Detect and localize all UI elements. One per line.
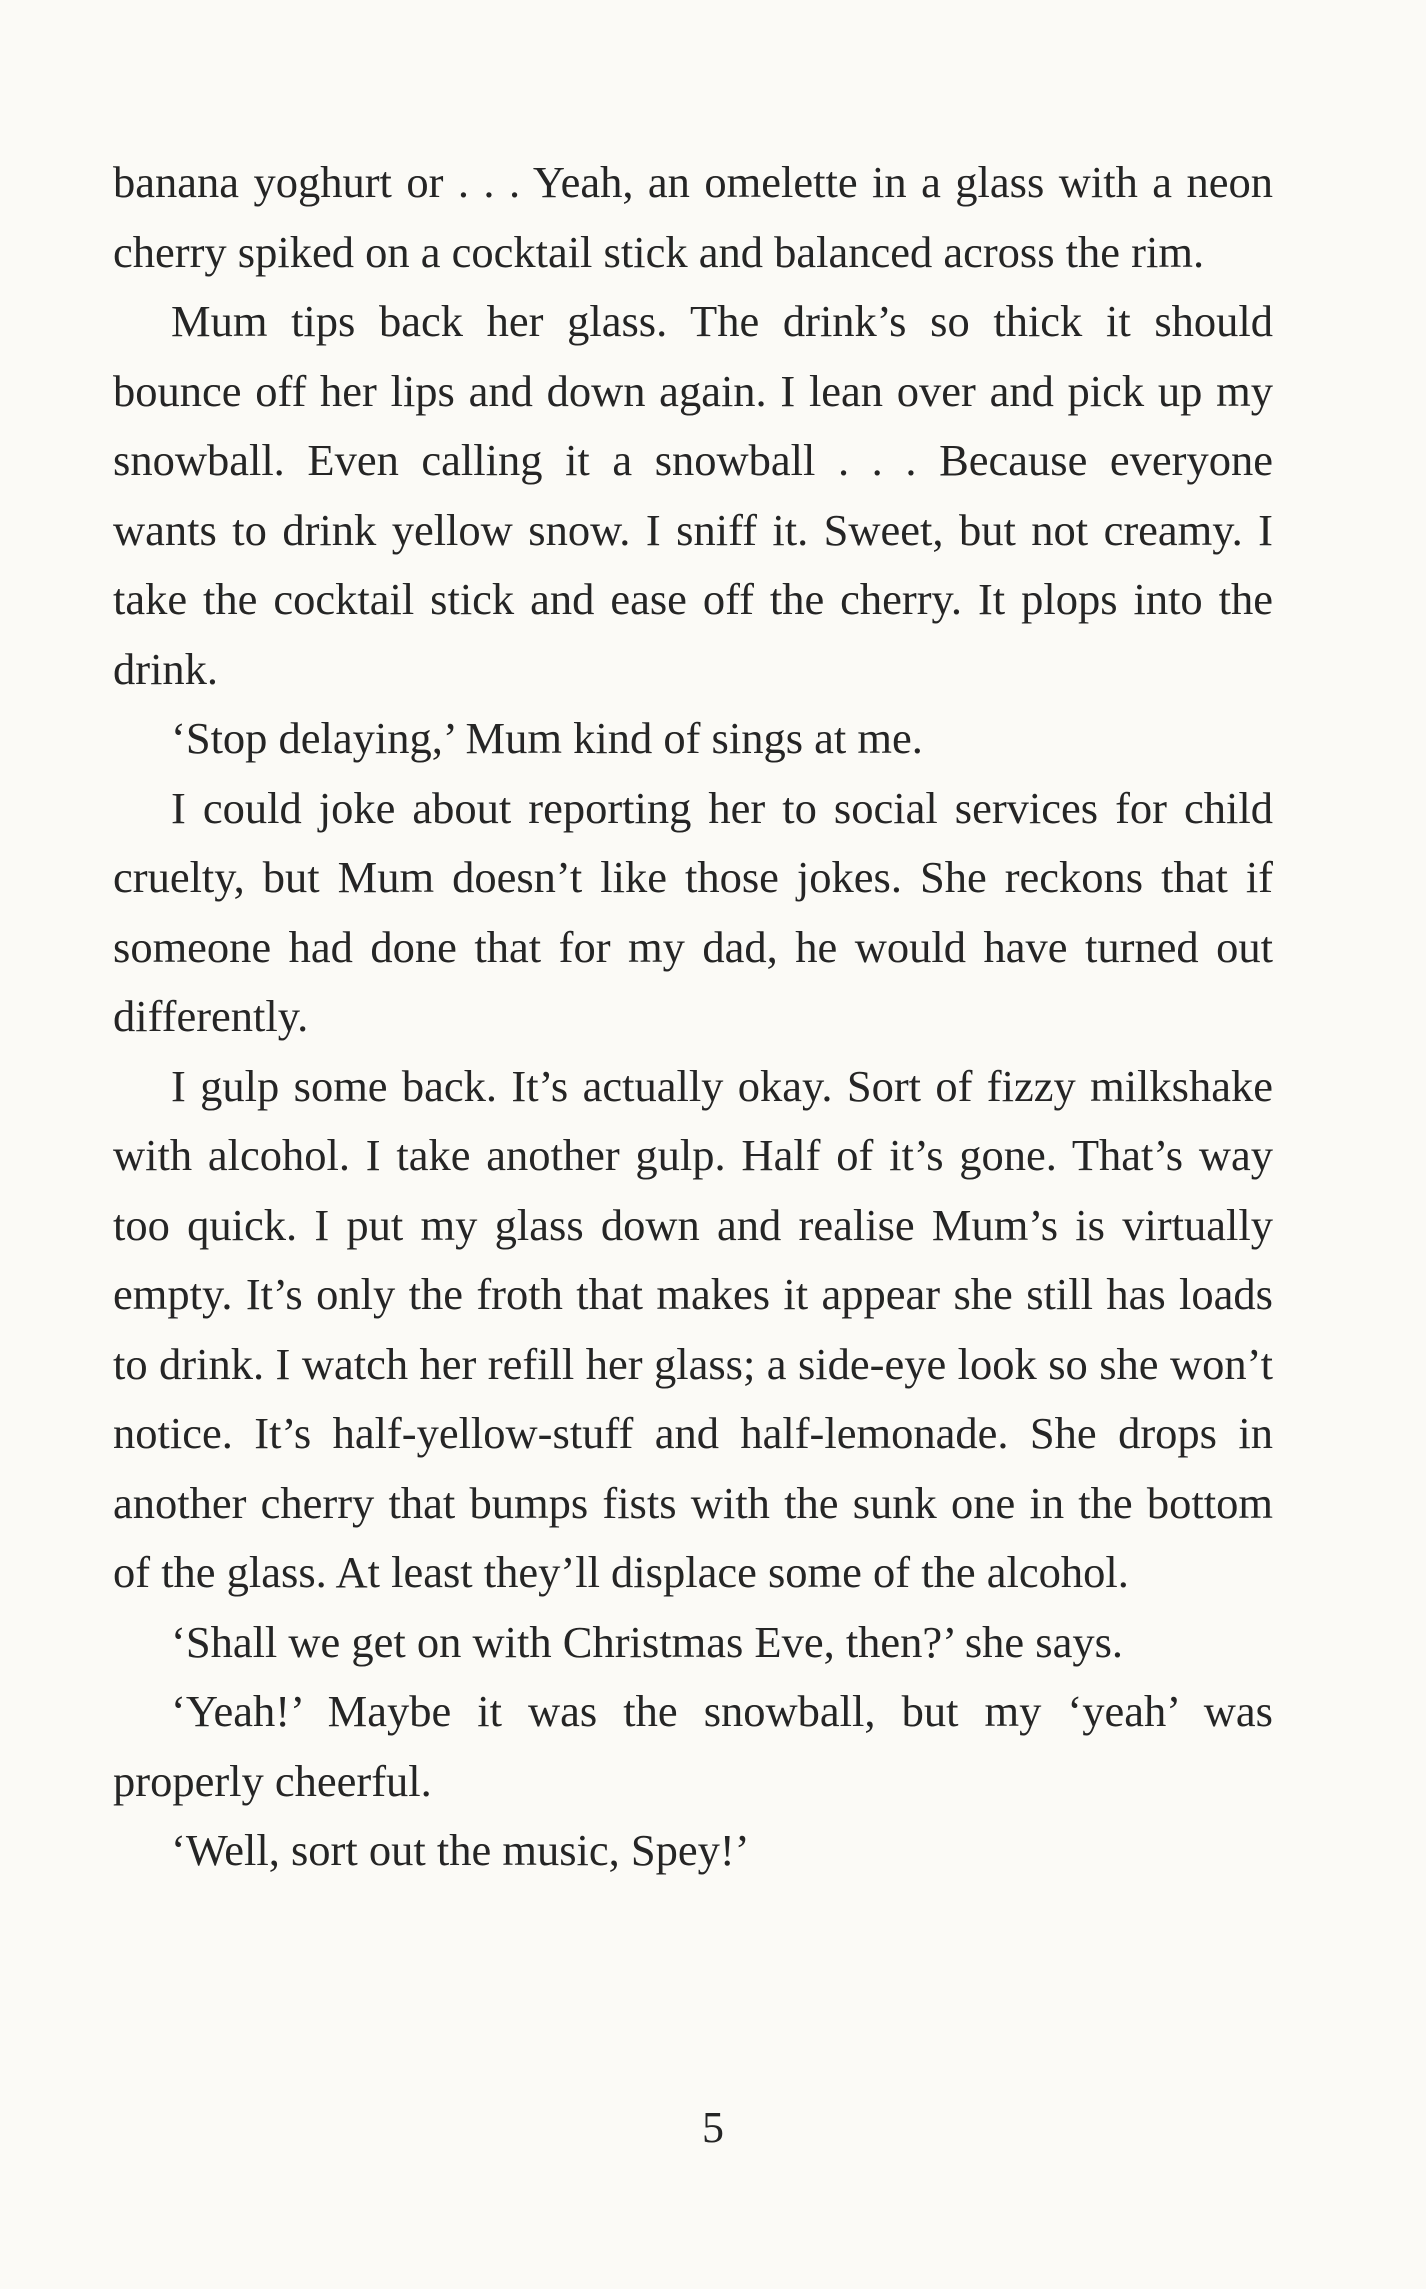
paragraph: I could joke about reporting her to social services for child cruelty, but Mum doesn’t like those jokes. She reckons that if someone had done that for my dad, he would have turned out differently. xyxy=(113,782,1273,1041)
paragraph-continued: banana yoghurt or . . . Yeah, an omelette in a glass with a neon cherry spiked on a cocktail stick and balanced across the rim. xyxy=(113,157,1273,277)
page-number: 5 xyxy=(702,2103,724,2152)
paragraph: ‘Shall we get on with Christmas Eve, then?’ she says. xyxy=(171,1616,1124,1667)
paragraph: I gulp some back. It’s actually okay. Sort of fizzy milkshake with alcohol. I take another gulp. Half of it’s gone. That’s way too quick. I put my glass down and realise Mum’s is virtually empty. It’s only the froth that makes it appear she still has loads to drink. I watch her refill her glass; a side-eye look so she won’t notice. It’s half-yellow-stuff and half-lemonade. She drops in another cherry that bumps fists with the sunk one in the bottom of the glass. At least they’ll displace some of the alcohol. xyxy=(113,1060,1273,1597)
paragraph: Mum tips back her glass. The drink’s so thick it should bounce off her lips and down again. I lean over and pick up my snowball. Even calling it a snowball . . . Because everyone wants to drink yellow snow. I sniff it. Sweet, but not creamy. I take the cocktail stick and ease off the cherry. It plops into the drink. xyxy=(113,296,1273,694)
paragraph: ‘Stop delaying,’ Mum kind of sings at me. xyxy=(171,713,923,763)
paragraph: ‘Yeah!’ Maybe it was the snowball, but my ‘yeah’ was properly cheerful. xyxy=(113,1686,1273,1806)
paragraph: ‘Well, sort out the music, Spey!’ xyxy=(171,1825,750,1875)
body-text xyxy=(113,148,1273,1886)
